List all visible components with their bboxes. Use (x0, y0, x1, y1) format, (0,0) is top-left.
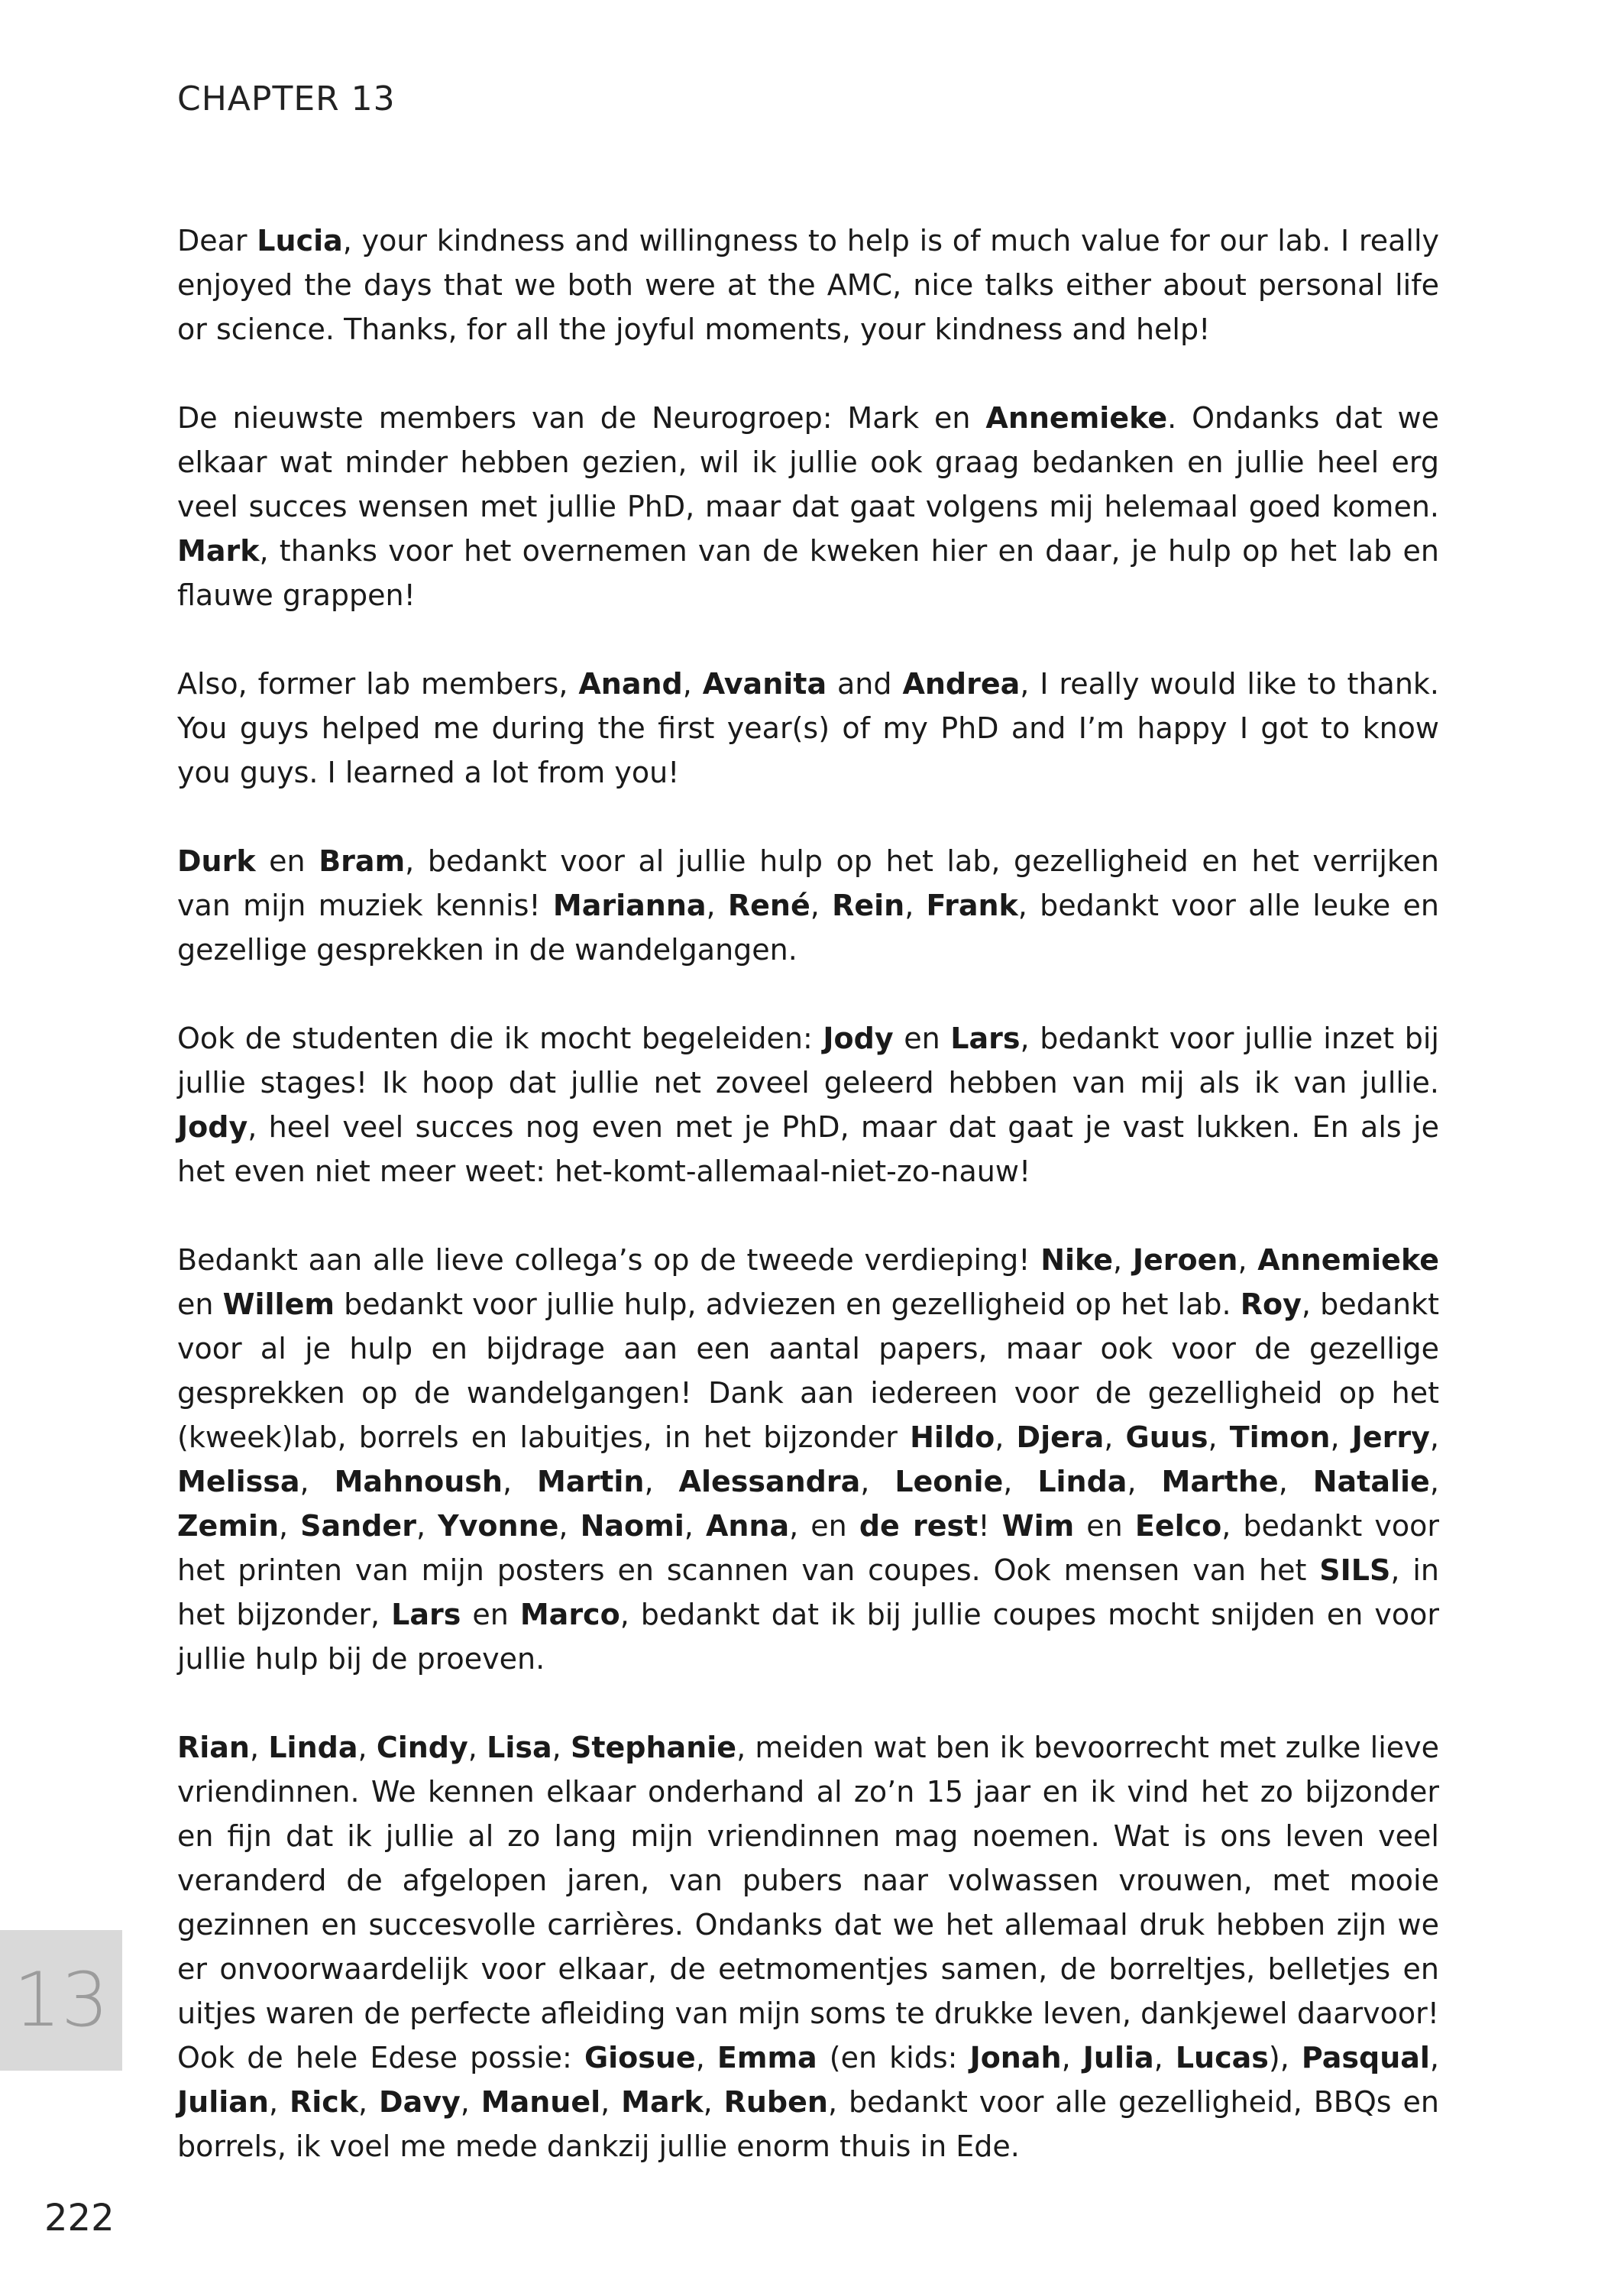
text-run: , meiden wat ben ik bevoorrecht met zulke lieve vriendinnen. We kennen elkaar onderhand al zo’n 15 jaar en ik vind het zo bijzonder en fijn dat ik jullie al zo lang mijn vriendinnen mag noemen. Wat is ons leven veel veranderd de afgelopen jaren, van pubers naar volwassen vrouwen, met mooie gezinnen en succesvolle carrières. Ondanks dat we het allemaal druk hebben zijn we er onvoorwaardelijk voor elkaar, de eetmomentjes samen, de borreltjes, belletjes en uitjes waren de perfecte afleiding van mijn soms te drukke leven, dankjewel daarvoor! Ook de hele Edese possie: (177, 1731, 1439, 2074)
bold-name: Eelco (1134, 1509, 1222, 1543)
bold-name: Naomi (580, 1509, 684, 1543)
bold-name: de rest (859, 1509, 979, 1543)
bold-name: Wim (1001, 1509, 1075, 1543)
bold-name: Guus (1125, 1420, 1208, 1454)
text-run: en (177, 1287, 223, 1321)
bold-name: Anna (705, 1509, 790, 1543)
text-run: , thanks voor het overnemen van de kweken hier en daar, je hulp op het lab en flauwe grappen! (177, 534, 1439, 612)
text-run: , (416, 1509, 438, 1543)
bold-name: Lars (391, 1598, 461, 1631)
bold-name: Natalie (1312, 1465, 1430, 1498)
text-run: , (644, 1465, 679, 1498)
bold-name: René (727, 889, 810, 922)
text-run: , bedankt voor alle gezelligheid, BBQs en borrels, ik voel me mede dankzij jullie enorm thuis in Ede. (177, 2085, 1439, 2163)
bold-name: Bram (319, 844, 406, 878)
text-run: , your kindness and willingness to help is of much value for our lab. I really enjoyed the days that we both were at the AMC, nice talks either about personal life or science. Thanks, for all the joyful moments, your kindness and help! (177, 224, 1439, 346)
text-run: (en kids: (817, 2041, 970, 2074)
bold-name: Hildo (910, 1420, 995, 1454)
text-run: Ook de studenten die ik mocht begeleiden: (177, 1022, 823, 1055)
bold-name: Lars (950, 1022, 1021, 1055)
bold-name: Ruben (723, 2085, 828, 2119)
bold-name: Melissa (177, 1465, 300, 1498)
text-run: Also, former lab members, (177, 667, 579, 701)
text-run: , (1429, 2041, 1440, 2074)
chapter-tab: 13 (0, 1930, 122, 2071)
paragraph-colleagues (177, 1238, 1439, 1681)
bold-name: Emma (717, 2041, 817, 2074)
text-run: , (684, 1509, 706, 1543)
bold-name: Avanita (702, 667, 827, 701)
text-run: , bedankt dat ik bij jullie coupes mocht snijden en voor jullie hulp bij de proeven. (177, 1598, 1439, 1676)
text-run: , (249, 1731, 269, 1764)
bold-name: Roy (1240, 1287, 1302, 1321)
text-run: , (502, 1465, 538, 1498)
bold-name: Jeroen (1132, 1243, 1238, 1277)
text-run: , (1237, 1243, 1258, 1277)
paragraph-friends (177, 1725, 1439, 2168)
bold-name: Rian (177, 1731, 250, 1764)
text-run: , bedankt voor al jullie hulp op het lab, gezelligheid en het verrijken van mijn muziek kennis! (177, 844, 1439, 922)
bold-name: Willem (222, 1287, 335, 1321)
paragraph-former-members (177, 662, 1439, 795)
text-run: , (552, 1731, 571, 1764)
bold-name: Yvonne (438, 1509, 559, 1543)
text-run: bedankt voor jullie hulp, adviezen en gezelligheid op het lab. (334, 1287, 1241, 1321)
text-run: , (1429, 1420, 1439, 1454)
text-run: ! (978, 1509, 1002, 1543)
bold-name: Jerry (1351, 1420, 1430, 1454)
text-run: , bedankt voor het printen van mijn posters en scannen van coupes. Ook mensen van het (177, 1509, 1440, 1587)
bold-name: Manuel (480, 2085, 601, 2119)
bold-name: Annemieke (985, 401, 1168, 435)
bold-name: Pasqual (1301, 2041, 1430, 2074)
text-run: , en (789, 1509, 859, 1543)
paragraph-neurogroep (177, 396, 1439, 617)
bold-name: Andrea (902, 667, 1021, 701)
text-run: . Ondanks dat we elkaar wat minder hebben gezien, wil ik jullie ook graag bedanken en jullie heel erg veel succes wensen met jullie PhD, maar dat gaat volgens mij helemaal goed komen. (177, 401, 1439, 523)
text-run: , (703, 2085, 724, 2119)
text-run: , (600, 2085, 622, 2119)
text-run: and (827, 667, 903, 701)
text-run: , (558, 1509, 581, 1543)
bold-name: Marianna (552, 889, 707, 922)
bold-name: Linda (268, 1731, 358, 1764)
bold-name: Anand (578, 667, 683, 701)
bold-name: Rick (289, 2085, 359, 2119)
bold-name: Jonah (969, 2041, 1062, 2074)
text-run: , (810, 889, 833, 922)
text-run: , (299, 1465, 335, 1498)
text-run: ), (1268, 2041, 1302, 2074)
text-run: , (995, 1420, 1017, 1454)
bold-name: Jody (823, 1022, 894, 1055)
text-run: , (1003, 1465, 1038, 1498)
text-run: , bedankt voor jullie inzet bij jullie stages! Ik hoop dat jullie net zoveel geleerd hebben van mij als ik van jullie. (177, 1022, 1439, 1100)
text-run: , (1278, 1465, 1313, 1498)
bold-name: Mark (621, 2085, 704, 2119)
paragraph-students (177, 1016, 1439, 1193)
text-run: , bedankt voor alle leuke en gezellige gesprekken in de wandelgangen. (177, 889, 1439, 967)
text-run: en (461, 1598, 520, 1631)
bold-name: Lucia (257, 224, 343, 257)
text-run: , (1113, 1243, 1133, 1277)
bold-name: Mark (177, 534, 260, 568)
bold-name: SILS (1319, 1553, 1391, 1587)
text-run: , (706, 889, 728, 922)
bold-name: Timon (1229, 1420, 1331, 1454)
text-run: , (1127, 1465, 1162, 1498)
page-number: 222 (44, 2197, 115, 2240)
bold-name: Durk (177, 844, 256, 878)
bold-name: Rein (832, 889, 905, 922)
text-run: , (860, 1465, 895, 1498)
text-run: , (460, 2085, 481, 2119)
bold-name: Giosue (584, 2041, 696, 2074)
text-run: , (1061, 2041, 1083, 2074)
text-run: , (357, 1731, 377, 1764)
text-run: Dear (177, 224, 257, 257)
text-run: , bedankt voor al je hulp en bijdrage aan een aantal papers, maar ook voor de gezellige gesprekken op de wandelgangen! Dank aan iedereen voor de gezelligheid op het (kweek)lab, borrels en labuitjes, in het bijzonder (177, 1287, 1439, 1454)
bold-name: Frank (926, 889, 1018, 922)
bold-name: Mahnoush (334, 1465, 503, 1498)
text-run: , (1429, 1465, 1439, 1498)
bold-name: Nike (1040, 1243, 1114, 1277)
text-run: , in het bijzonder, (177, 1553, 1439, 1631)
bold-name: Julian (177, 2085, 269, 2119)
bold-name: Davy (379, 2085, 461, 2119)
acknowledgements-body (177, 219, 1439, 2213)
chapter-header: CHAPTER 13 (177, 79, 396, 118)
text-run: , (904, 889, 927, 922)
text-run: , heel veel succes nog even met je PhD, maar dat gaat je vast lukken. En als je het even niet meer weet: het-komt-allemaal-niet-zo-nauw! (177, 1110, 1439, 1188)
paragraph-lucia (177, 219, 1439, 351)
bold-name: Sander (300, 1509, 416, 1543)
bold-name: Djera (1016, 1420, 1105, 1454)
bold-name: Lisa (487, 1731, 552, 1764)
text-run: De nieuwste members van de Neurogroep: Mark en (177, 401, 986, 435)
text-run: , (358, 2085, 380, 2119)
bold-name: Zemin (177, 1509, 279, 1543)
bold-name: Leonie (894, 1465, 1004, 1498)
bold-name: Cindy (376, 1731, 468, 1764)
text-run: , I really would like to thank. You guys helped me during the first year(s) of my PhD and I’m happy I got to know you guys. I learned a lot from you! (177, 667, 1439, 789)
bold-name: Marco (519, 1598, 620, 1631)
bold-name: Julia (1082, 2041, 1154, 2074)
bold-name: Marthe (1161, 1465, 1279, 1498)
text-run: , (279, 1509, 301, 1543)
text-run: Bedankt aan alle lieve collega’s op de tweede verdieping! (177, 1243, 1041, 1277)
text-run: , (1330, 1420, 1352, 1454)
text-run: , (1153, 2041, 1176, 2074)
text-run: , (467, 1731, 487, 1764)
text-run: en (1074, 1509, 1135, 1543)
bold-name: Annemieke (1257, 1243, 1439, 1277)
bold-name: Lucas (1175, 2041, 1269, 2074)
text-run: , (268, 2085, 290, 2119)
text-run: , (1104, 1420, 1126, 1454)
bold-name: Stephanie (571, 1731, 737, 1764)
text-run: , (682, 667, 703, 701)
text-run: , (1208, 1420, 1230, 1454)
text-run: , (695, 2041, 717, 2074)
bold-name: Martin (537, 1465, 645, 1498)
paragraph-durk-bram (177, 839, 1439, 972)
text-run: en (893, 1022, 951, 1055)
bold-name: Linda (1037, 1465, 1127, 1498)
text-run: en (255, 844, 319, 878)
bold-name: Alessandra (678, 1465, 861, 1498)
bold-name: Jody (177, 1110, 248, 1144)
